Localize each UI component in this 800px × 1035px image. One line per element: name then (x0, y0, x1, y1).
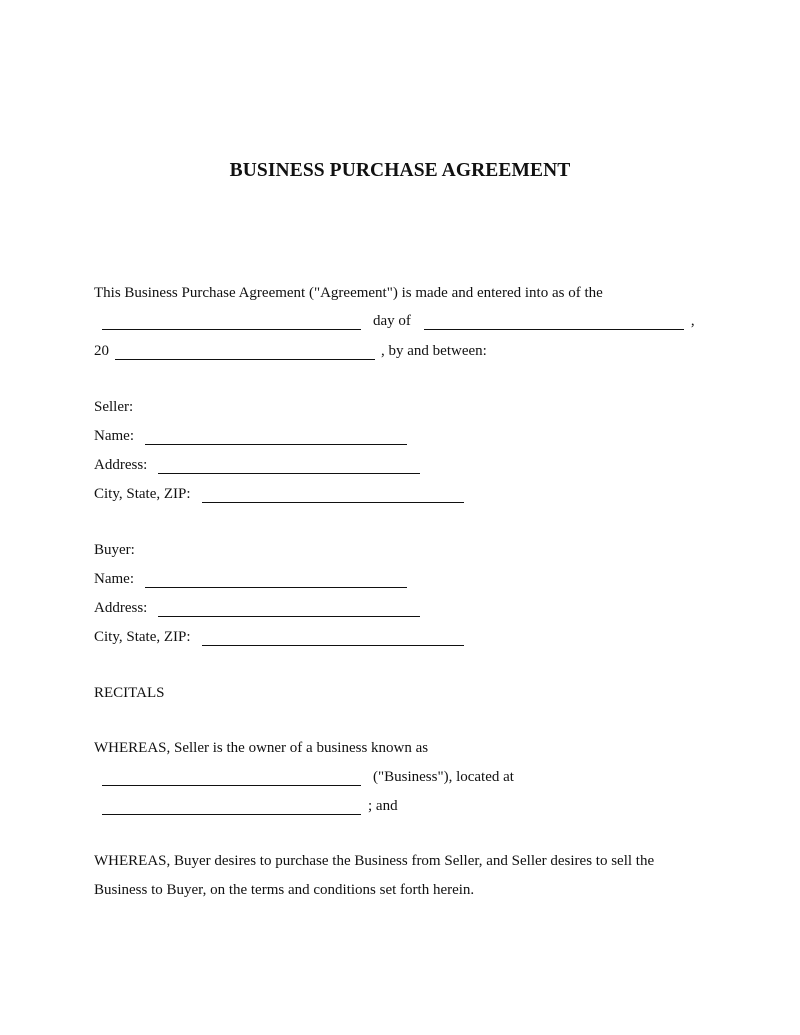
buyer-name-label: Name: (94, 571, 134, 587)
buyer-address-field[interactable] (158, 602, 420, 617)
document-title: BUSINESS PURCHASE AGREEMENT (229, 160, 571, 181)
business-location-row (102, 796, 398, 816)
buyer-address-row (94, 598, 420, 618)
seller-address-field[interactable] (158, 459, 420, 474)
business-name-field[interactable] (102, 771, 361, 786)
whereas-2-line-1: WHEREAS, Buyer desires to purchase the Business from Seller, and Seller desires to sell the (94, 853, 655, 869)
buyer-address-label: Address: (94, 600, 148, 616)
seller-city-row (94, 484, 464, 504)
seller-heading: Seller: (94, 399, 134, 415)
year-prefix: 20 (94, 343, 109, 359)
comma-label: , (690, 313, 695, 329)
buyer-city-field[interactable] (202, 631, 464, 646)
seller-name-field[interactable] (145, 430, 407, 445)
seller-name-label: Name: (94, 428, 134, 444)
day-of-label: day of (373, 313, 411, 329)
business-suffix: ("Business"), located at (373, 769, 514, 785)
seller-address-label: Address: (94, 457, 148, 473)
year-field[interactable] (115, 345, 375, 360)
intro-line: This Business Purchase Agreement ("Agreement") is made and entered into as of the (94, 285, 603, 301)
date-row (102, 311, 695, 331)
buyer-name-row (94, 569, 407, 589)
seller-address-row (94, 455, 420, 475)
month-field[interactable] (424, 315, 684, 330)
buyer-name-field[interactable] (145, 573, 407, 588)
buyer-city-label: City, State, ZIP: (94, 629, 191, 645)
whereas-2-line-2: Business to Buyer, on the terms and conditions set forth herein. (94, 882, 475, 898)
day-field[interactable] (102, 315, 361, 330)
buyer-city-row (94, 627, 464, 647)
year-row (94, 341, 487, 361)
whereas-1: WHEREAS, Seller is the owner of a business known as (94, 740, 429, 756)
seller-city-field[interactable] (202, 488, 464, 503)
seller-name-row (94, 426, 407, 446)
and-suffix: ; and (368, 798, 398, 814)
recitals-heading: RECITALS (94, 685, 165, 701)
by-and-between-label: , by and between: (381, 343, 487, 359)
buyer-heading: Buyer: (94, 542, 135, 558)
business-name-row (102, 767, 514, 787)
business-location-field[interactable] (102, 800, 361, 815)
seller-city-label: City, State, ZIP: (94, 486, 191, 502)
